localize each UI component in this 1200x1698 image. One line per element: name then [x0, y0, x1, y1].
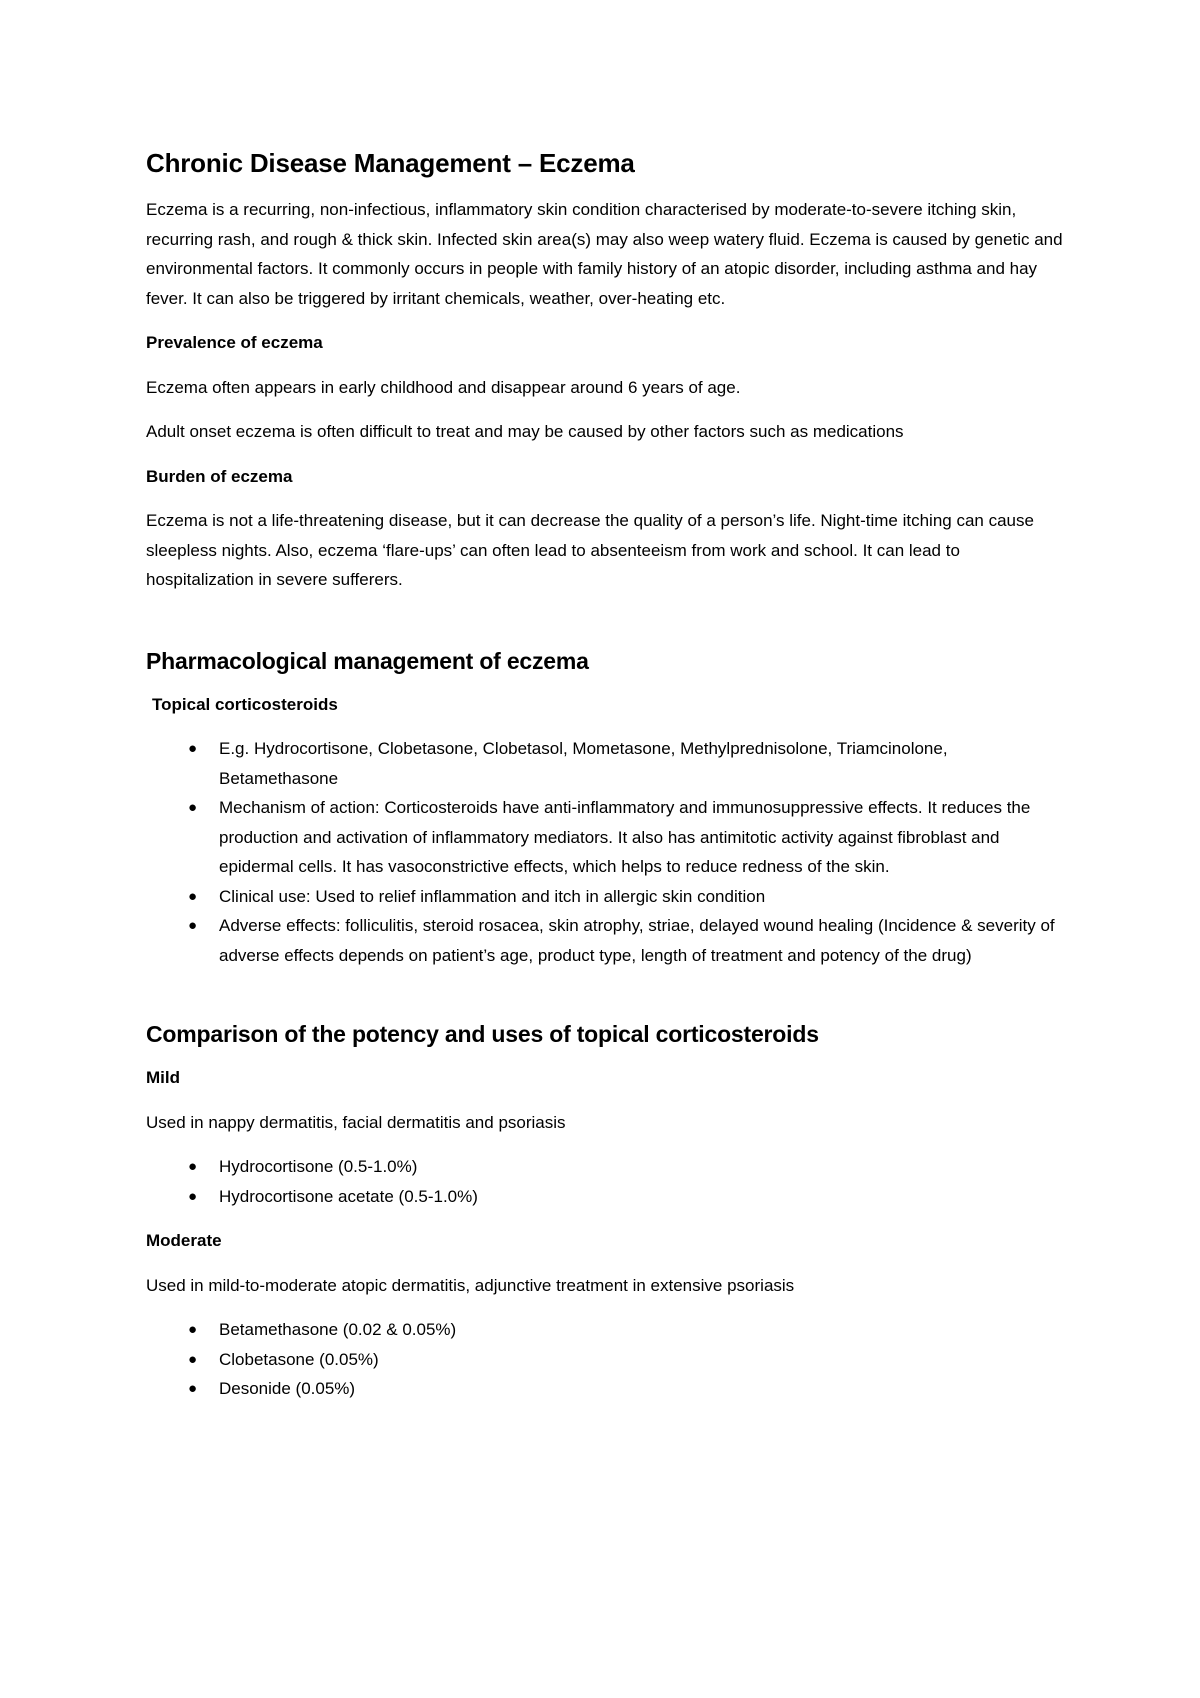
mild-uses: Used in nappy dermatitis, facial dermatitis and psoriasis	[146, 1112, 566, 1132]
prevalence-paragraph-1: Eczema often appears in early childhood and disappear around 6 years of age.	[146, 377, 741, 397]
document-page	[146, 146, 1066, 1419]
bullet-icon: ●	[188, 1158, 198, 1175]
moderate-uses: Used in mild-to-moderate atopic dermatitis, adjunctive treatment in extensive psoriasis	[146, 1275, 795, 1295]
mild-list	[146, 1152, 1066, 1211]
bullet-icon: ●	[188, 1380, 198, 1397]
bullet-icon: ●	[188, 887, 198, 905]
list-item	[146, 1152, 1066, 1182]
pharma-heading: Pharmacological management of eczema	[146, 647, 589, 674]
list-item	[146, 1182, 1066, 1212]
list-item-text: Clobetasone (0.05%)	[219, 1349, 379, 1369]
list-item-text: Hydrocortisone (0.5-1.0%)	[219, 1157, 418, 1176]
burden-paragraph: Eczema is not a life-threatening disease, but it can decrease the quality of a person’s life. Night-time itching can cause sleepless nights. Also, eczema ‘flare-ups’ can often lead to absenteeism from work and school. It can lead to hospitalization in severe sufferers.	[146, 511, 1034, 589]
list-item-text: Desonide (0.05%)	[219, 1379, 356, 1398]
bullet-icon: ●	[188, 917, 198, 934]
list-item	[146, 1315, 1066, 1345]
list-item	[146, 882, 1066, 912]
list-item-text: E.g. Hydrocortisone, Clobetasone, Clobetasol, Mometasone, Methylprednisolone, Triamcinolone, Betamethasone	[219, 739, 948, 788]
list-item	[146, 793, 1066, 882]
list-item	[146, 911, 1066, 970]
bullet-icon: ●	[188, 740, 198, 757]
list-item-text: Hydrocortisone acetate (0.5-1.0%)	[219, 1186, 478, 1206]
mild-heading: Mild	[146, 1068, 180, 1087]
intro-paragraph: Eczema is a recurring, non-infectious, inflammatory skin condition characterised by moderate-to-severe itching skin, recurring rash, and rough & thick skin. Infected skin area(s) may also weep watery fluid. Eczema is caused by genetic and environmental factors. It commonly occurs in people with family history of an atopic disorder, including asthma and hay fever. It can also be triggered by irritant chemicals, weather, over-heating etc.	[146, 200, 1063, 308]
list-item-text: Betamethasone (0.02 & 0.05%)	[219, 1320, 457, 1339]
topical-corticosteroids-heading: Topical corticosteroids	[152, 694, 338, 714]
list-item	[146, 734, 1066, 793]
pharma-bullet-list	[146, 734, 1066, 970]
section-spacer	[146, 985, 1066, 1019]
bullet-icon: ●	[188, 1350, 198, 1368]
list-item-text: Mechanism of action: Corticosteroids have anti-inflammatory and immunosuppressive effects. It reduces the production and activation of inflammatory mediators. It also has antimitotic activity against fibroblast and epidermal cells. It has vasoconstrictive effects, which helps to reduce redness of the skin.	[219, 798, 1031, 876]
burden-heading: Burden of eczema	[146, 466, 293, 486]
prevalence-heading: Prevalence of eczema	[146, 333, 323, 352]
bullet-icon: ●	[188, 799, 198, 816]
list-item	[146, 1374, 1066, 1404]
bullet-icon: ●	[188, 1187, 198, 1205]
section-spacer	[146, 610, 1066, 646]
list-item-text: Adverse effects: folliculitis, steroid rosacea, skin atrophy, striae, delayed wound healing (Incidence & severity of adverse effects depends on patient’s age, product type, length of treatment and potency of the drug)	[219, 916, 1055, 965]
page-title: Chronic Disease Management – Eczema	[146, 148, 635, 178]
prevalence-paragraph-2: Adult onset eczema is often difficult to treat and may be caused by other factors such as medications	[146, 422, 904, 441]
comparison-heading: Comparison of the potency and uses of topical corticosteroids	[146, 1021, 819, 1047]
moderate-list	[146, 1315, 1066, 1404]
list-item-text: Clinical use: Used to relief inflammation and itch in allergic skin condition	[219, 886, 766, 906]
moderate-heading: Moderate	[146, 1231, 222, 1250]
bullet-icon: ●	[188, 1321, 198, 1338]
list-item	[146, 1345, 1066, 1375]
